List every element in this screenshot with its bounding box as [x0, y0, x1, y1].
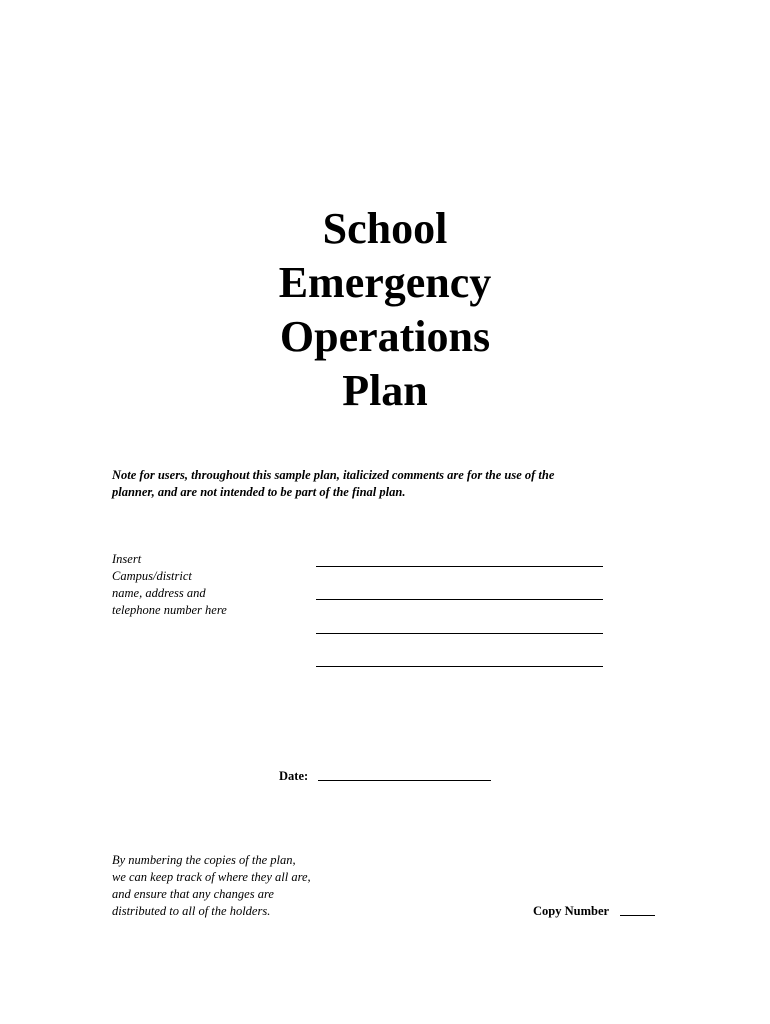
numbering-line-3: and ensure that any changes are — [112, 887, 274, 901]
address-blank-line-4[interactable] — [316, 666, 603, 667]
address-blank-line-1[interactable] — [316, 566, 603, 567]
address-blank-line-2[interactable] — [316, 599, 603, 600]
numbering-instructions — [112, 852, 372, 920]
title-line-1: School — [322, 204, 448, 253]
numbering-line-2: we can keep track of where they all are, — [112, 870, 311, 884]
title-line-2: Emergency — [278, 258, 492, 307]
copy-number-blank-line[interactable] — [620, 915, 655, 916]
insert-line-1: Insert — [112, 552, 142, 566]
date-label: Date: — [279, 769, 309, 783]
insert-instructions — [112, 551, 302, 619]
note-line-2: planner, and are not intended to be part of the final plan. — [112, 485, 406, 499]
title-line-3: Operations — [279, 312, 491, 361]
title-line-4: Plan — [342, 366, 428, 415]
page-title — [0, 202, 770, 418]
insert-line-2: Campus/district — [112, 569, 192, 583]
date-blank-line[interactable] — [318, 780, 491, 781]
insert-line-4: telephone number here — [112, 603, 227, 617]
copy-number-label: Copy Number — [533, 904, 610, 918]
note-line-1: Note for users, throughout this sample plan, italicized comments are for the use of the — [112, 468, 555, 482]
address-blank-line-3[interactable] — [316, 633, 603, 634]
user-note — [112, 467, 652, 501]
insert-line-3: name, address and — [112, 586, 206, 600]
numbering-line-1: By numbering the copies of the plan, — [112, 853, 296, 867]
numbering-line-4: distributed to all of the holders. — [112, 904, 271, 918]
